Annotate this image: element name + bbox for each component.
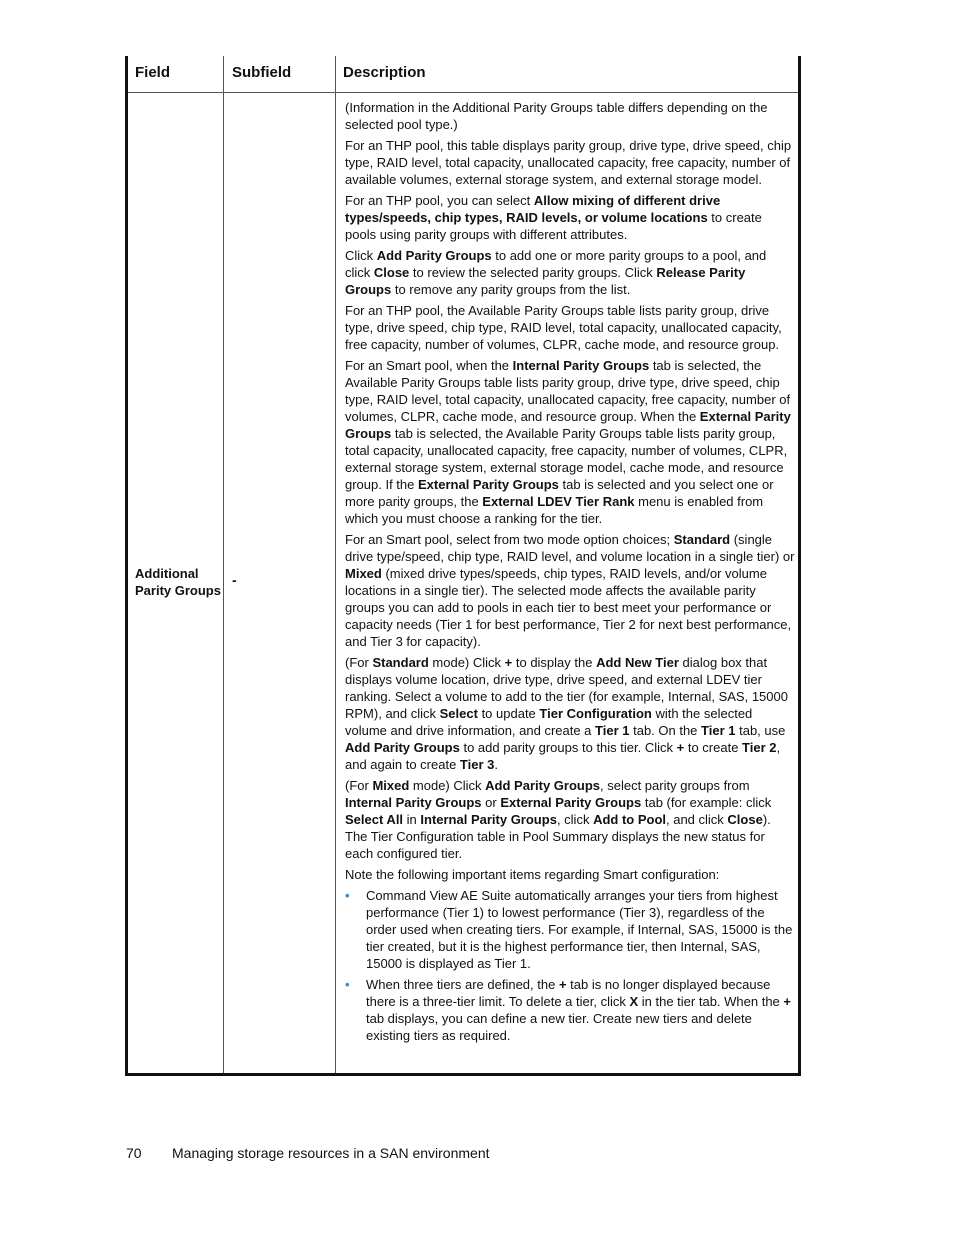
emphasized-term: Internal Parity Groups xyxy=(512,358,650,373)
bullet-icon: • xyxy=(345,888,350,903)
emphasized-term: + xyxy=(504,655,513,670)
emphasized-term: Allow mixing of different drive types/speeds, chip types, RAID levels, or volume locations xyxy=(345,193,721,225)
emphasized-term: Internal Parity Groups xyxy=(345,795,482,810)
description-paragraph: For an Smart pool, when the Internal Parity Groups tab is selected, the Available Parity Groups table lists parity group, drive type, drive speed, chip type, RAID level, total capacity, unallocated capacity, free capacity, number of volumes, CLPR, cache mode, and resource group. When the External Parity Groups tab is selected, the Available Parity Groups table lists parity group, total capacity, unallocated capacity, free capacity, number of volumes, CLPR, external storage system, external storage model, cache mode, and resource group. If the External Parity Groups tab is selected and you select one or more parity groups, the External LDEV Tier Rank menu is enabled from which you must choose a ranking for the tier. xyxy=(345,358,791,526)
emphasized-term: Internal Parity Groups xyxy=(420,812,557,827)
emphasized-term: Tier 3 xyxy=(459,757,495,772)
description-paragraph: For an Smart pool, select from two mode option choices; Standard (single drive type/speed, chip type, RAID level, and volume location in a single tier) or Mixed (mixed drive types/speeds, chip types, RAID levels, and/or volume locations in a single tier). The selected mode affects the available parity groups you can add to pools in each tier to best meet your performance or capacity needs (Tier 1 for best performance, Tier 2 for next best performance, and Tier 3 for capacity). xyxy=(345,532,795,649)
emphasized-term: Add Parity Groups xyxy=(376,248,492,263)
description-paragraph: For an THP pool, you can select Allow mixing of different drive types/speeds, chip types, RAID levels, or volume locations to create pools using parity groups with different attributes. xyxy=(345,193,762,242)
list-item xyxy=(345,887,795,972)
page-footer xyxy=(126,1145,490,1161)
emphasized-term: + xyxy=(676,740,685,755)
footer-title: Managing storage resources in a SAN environment xyxy=(172,1145,490,1161)
subfield-cell: - xyxy=(232,572,237,588)
description-paragraph: (For Standard mode) Click + to display the Add New Tier dialog box that displays volume location, drive type, drive speed, and external LDEV tier ranking. Select a volume to add to the tier (for example, Internal, SAS, 15000 RPM), and click Select to update Tier Configuration with the selected volume and drive information, and create a Tier 1 tab. On the Tier 1 tab, use Add Parity Groups to add parity groups to this tier. Click + to create Tier 2, and again to create Tier 3. xyxy=(345,655,788,772)
list-item xyxy=(345,976,795,1044)
description-paragraph: Click Add Parity Groups to add one or more parity groups to a pool, and click Close to review the selected parity groups. Click Release Parity Groups to remove any parity groups from the list. xyxy=(345,248,767,297)
description-cell xyxy=(345,99,795,1048)
emphasized-term: Standard xyxy=(372,655,429,670)
emphasized-term: Add to Pool xyxy=(593,812,666,827)
emphasized-term: Standard xyxy=(673,532,731,547)
emphasized-term: Add New Tier xyxy=(596,655,679,670)
description-paragraph: For an THP pool, this table displays parity group, drive type, drive speed, chip type, RAID level, total capacity, unallocated capacity, free capacity, number of available volumes, external storage system, and external storage model. xyxy=(345,138,792,187)
parameters-table xyxy=(125,56,801,1076)
emphasized-term: Release Parity Groups xyxy=(345,265,746,297)
emphasized-term: Add Parity Groups xyxy=(485,778,601,793)
emphasized-term: External Parity Groups xyxy=(345,409,791,441)
emphasized-term: Close xyxy=(727,812,763,827)
emphasized-term: Mixed xyxy=(372,778,410,793)
bullet-icon: • xyxy=(345,977,350,992)
list-item-text: When three tiers are defined, the + tab is no longer displayed because there is a three-tier limit. To delete a tier, click X in the tier tab. When the + tab displays, you can define a new tier. Create new tiers and delete existing tiers as required. xyxy=(366,977,791,1043)
emphasized-term: Tier 1 xyxy=(595,723,630,738)
emphasized-term: External LDEV Tier Rank xyxy=(482,494,635,509)
table-header-row xyxy=(128,56,798,93)
emphasized-term: External Parity Groups xyxy=(418,477,559,492)
header-field: Field xyxy=(135,64,171,81)
emphasized-term: Tier Configuration xyxy=(539,706,652,721)
emphasized-term: Add Parity Groups xyxy=(345,740,460,755)
emphasized-term: Close xyxy=(373,265,410,280)
page-number: 70 xyxy=(126,1145,142,1161)
emphasized-term: Tier 1 xyxy=(701,723,736,738)
emphasized-term: + xyxy=(558,977,567,992)
description-paragraph: (Information in the Additional Parity Groups table differs depending on the selected pool type.) xyxy=(345,100,768,132)
emphasized-term: External Parity Groups xyxy=(500,795,642,810)
description-paragraph: For an THP pool, the Available Parity Groups table lists parity group, drive type, drive speed, chip type, RAID level, total capacity, unallocated capacity, free capacity, number of volumes, CLPR, cache mode, and resource group. xyxy=(345,303,782,352)
emphasized-term: Tier 2 xyxy=(742,740,777,755)
emphasized-term: Mixed xyxy=(345,566,382,581)
description-paragraph: Note the following important items regarding Smart configuration: xyxy=(345,867,720,882)
emphasized-term: X xyxy=(629,994,639,1009)
column-divider xyxy=(335,56,336,1073)
list-item-text: Command View AE Suite automatically arranges your tiers from highest performance (Tier 1) to lowest performance (Tier 3), regardless of the order used when creating tiers. For example, if Internal, SAS, 15000 is the tier created, but it is the highest performance tier, then Internal, SAS, 15000 is displayed as Tier 1. xyxy=(366,888,793,971)
notes-list xyxy=(345,887,795,1044)
header-subfield: Subfield xyxy=(232,64,292,81)
emphasized-term: Select xyxy=(439,706,478,721)
description-paragraph: (For Mixed mode) Click Add Parity Groups, select parity groups from Internal Parity Groups or External Parity Groups tab (for example: click Select All in Internal Parity Groups, click Add to Pool, and click Close). The Tier Configuration table in Pool Summary displays the new status for each configured tier. xyxy=(345,778,772,861)
emphasized-term: + xyxy=(783,994,791,1009)
emphasized-term: Select All xyxy=(345,812,404,827)
field-cell: Additional Parity Groups xyxy=(135,566,221,598)
header-description: Description xyxy=(343,64,426,81)
